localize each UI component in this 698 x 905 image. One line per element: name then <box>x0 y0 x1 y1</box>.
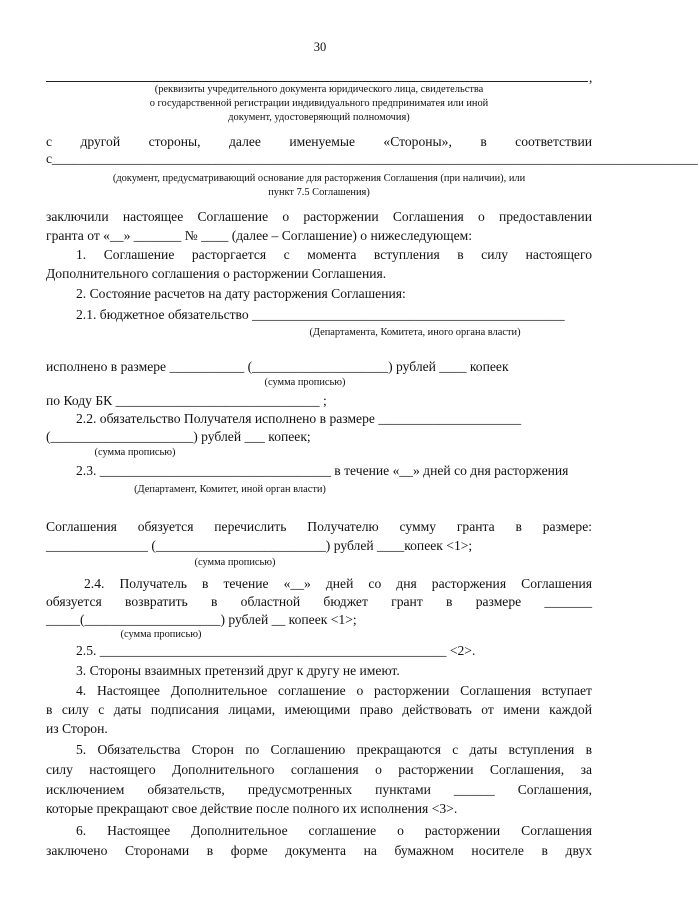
text-line: заключили настоящее Соглашение о расторжении Соглашения о предоставлении <box>46 209 592 224</box>
clause-3: 3. Стороны взаимных претензий друг к другу не имеют. <box>76 663 400 678</box>
clause-5: 5. Обязательства Сторон по Соглашению прекращаются с даты вступления в <box>76 742 592 757</box>
text-line: с другой стороны, далее именуемые «Стороны», в соответствии <box>46 134 592 149</box>
text-line: с_______________________________________________________________________________________________ <box>46 151 698 166</box>
text-line: Дополнительного соглашения о расторжении Соглашения. <box>46 266 387 281</box>
clause-2: 2. Состояние расчетов на дату расторжения Соглашения: <box>76 286 406 301</box>
text-line: обязуется возвратить в областной бюджет грант в размере _______ <box>46 594 592 609</box>
caption-basis-2: пункт 7.5 Соглашения) <box>268 187 370 198</box>
text-line: _______________ (_________________________) рублей ____копеек <1>; <box>46 538 473 553</box>
requisites-comma: , <box>589 70 593 85</box>
page-number: 30 <box>313 40 327 54</box>
text-line: силу настоящего Дополнительного соглашения о расторжении Соглашения, за <box>46 762 592 777</box>
text-line: исключением обязательств, предусмотренных пунктами ______ Соглашения, <box>46 782 592 797</box>
clause-6: 6. Настоящее Дополнительное соглашение о расторжении Соглашения <box>76 823 592 838</box>
caption-requisites-2: о государственной регистрации индивидуального предприниматея или иной <box>149 98 489 109</box>
caption-requisites-1: (реквизиты учредительного документа юридического лица, свидетельства <box>154 84 484 95</box>
text-line: гранта от «__» _______ № ____ (далее – Соглашение) о нижеследующем: <box>46 228 473 243</box>
text-line: из Сторон. <box>46 721 108 736</box>
text-line: исполнено в размере ___________ (____________________) рублей ____ копеек <box>46 359 509 374</box>
clause-2-1: 2.1. бюджетное обязательство ______________________________________________ <box>76 307 565 322</box>
text-line: заключено Сторонами в форме документа на бумажном носителе в двух <box>46 843 592 858</box>
caption-amount-words: (сумма прописью) <box>194 557 276 568</box>
clause-4: 4. Настоящее Дополнительное соглашение о расторжении Соглашения вступает <box>76 683 592 698</box>
text-line: по Коду БК ______________________________ ; <box>46 393 327 408</box>
clause-2-2: 2.2. обязательство Получателя исполнено в размере _____________________ <box>76 411 522 426</box>
clause-2-3: 2.3. __________________________________ в течение «__» дней со дня расторжения <box>76 463 569 478</box>
clause-2-4: 2.4. Получатель в течение «__» дней со дня расторжения Соглашения <box>84 576 592 591</box>
text-line: которые прекращают свое действие после полного их исполнения <3>. <box>46 801 458 816</box>
caption-basis-1: (документ, предусматривающий основание для расторжения Соглашения (при наличии), или <box>112 173 526 184</box>
text-line: Соглашения обязуется перечислить Получателю сумму гранта в размере: <box>46 519 592 534</box>
clause-2-5: 2.5. ___________________________________________________ <2>. <box>76 643 476 658</box>
text-line: (_____________________) рублей ___ копеек; <box>46 429 311 444</box>
clause-1: 1. Соглашение расторгается с момента вступления в силу настоящего <box>76 247 592 262</box>
caption-department: (Департамент, Комитет, иной орган власти) <box>134 484 326 495</box>
text-line: _____(____________________) рублей __ копеек <1>; <box>46 612 357 627</box>
caption-department: (Департамента, Комитета, иного органа власти) <box>309 327 521 338</box>
caption-requisites-3: документ, удостоверяющий полномочия) <box>228 112 410 123</box>
caption-amount-words: (сумма прописью) <box>94 447 176 458</box>
caption-amount-words: (сумма прописью) <box>264 377 346 388</box>
signature-line-requisites <box>46 81 588 82</box>
caption-amount-words: (сумма прописью) <box>120 629 202 640</box>
text-line: в силу с даты подписания лицами, имеющими право действовать от имени каждой <box>46 702 592 717</box>
